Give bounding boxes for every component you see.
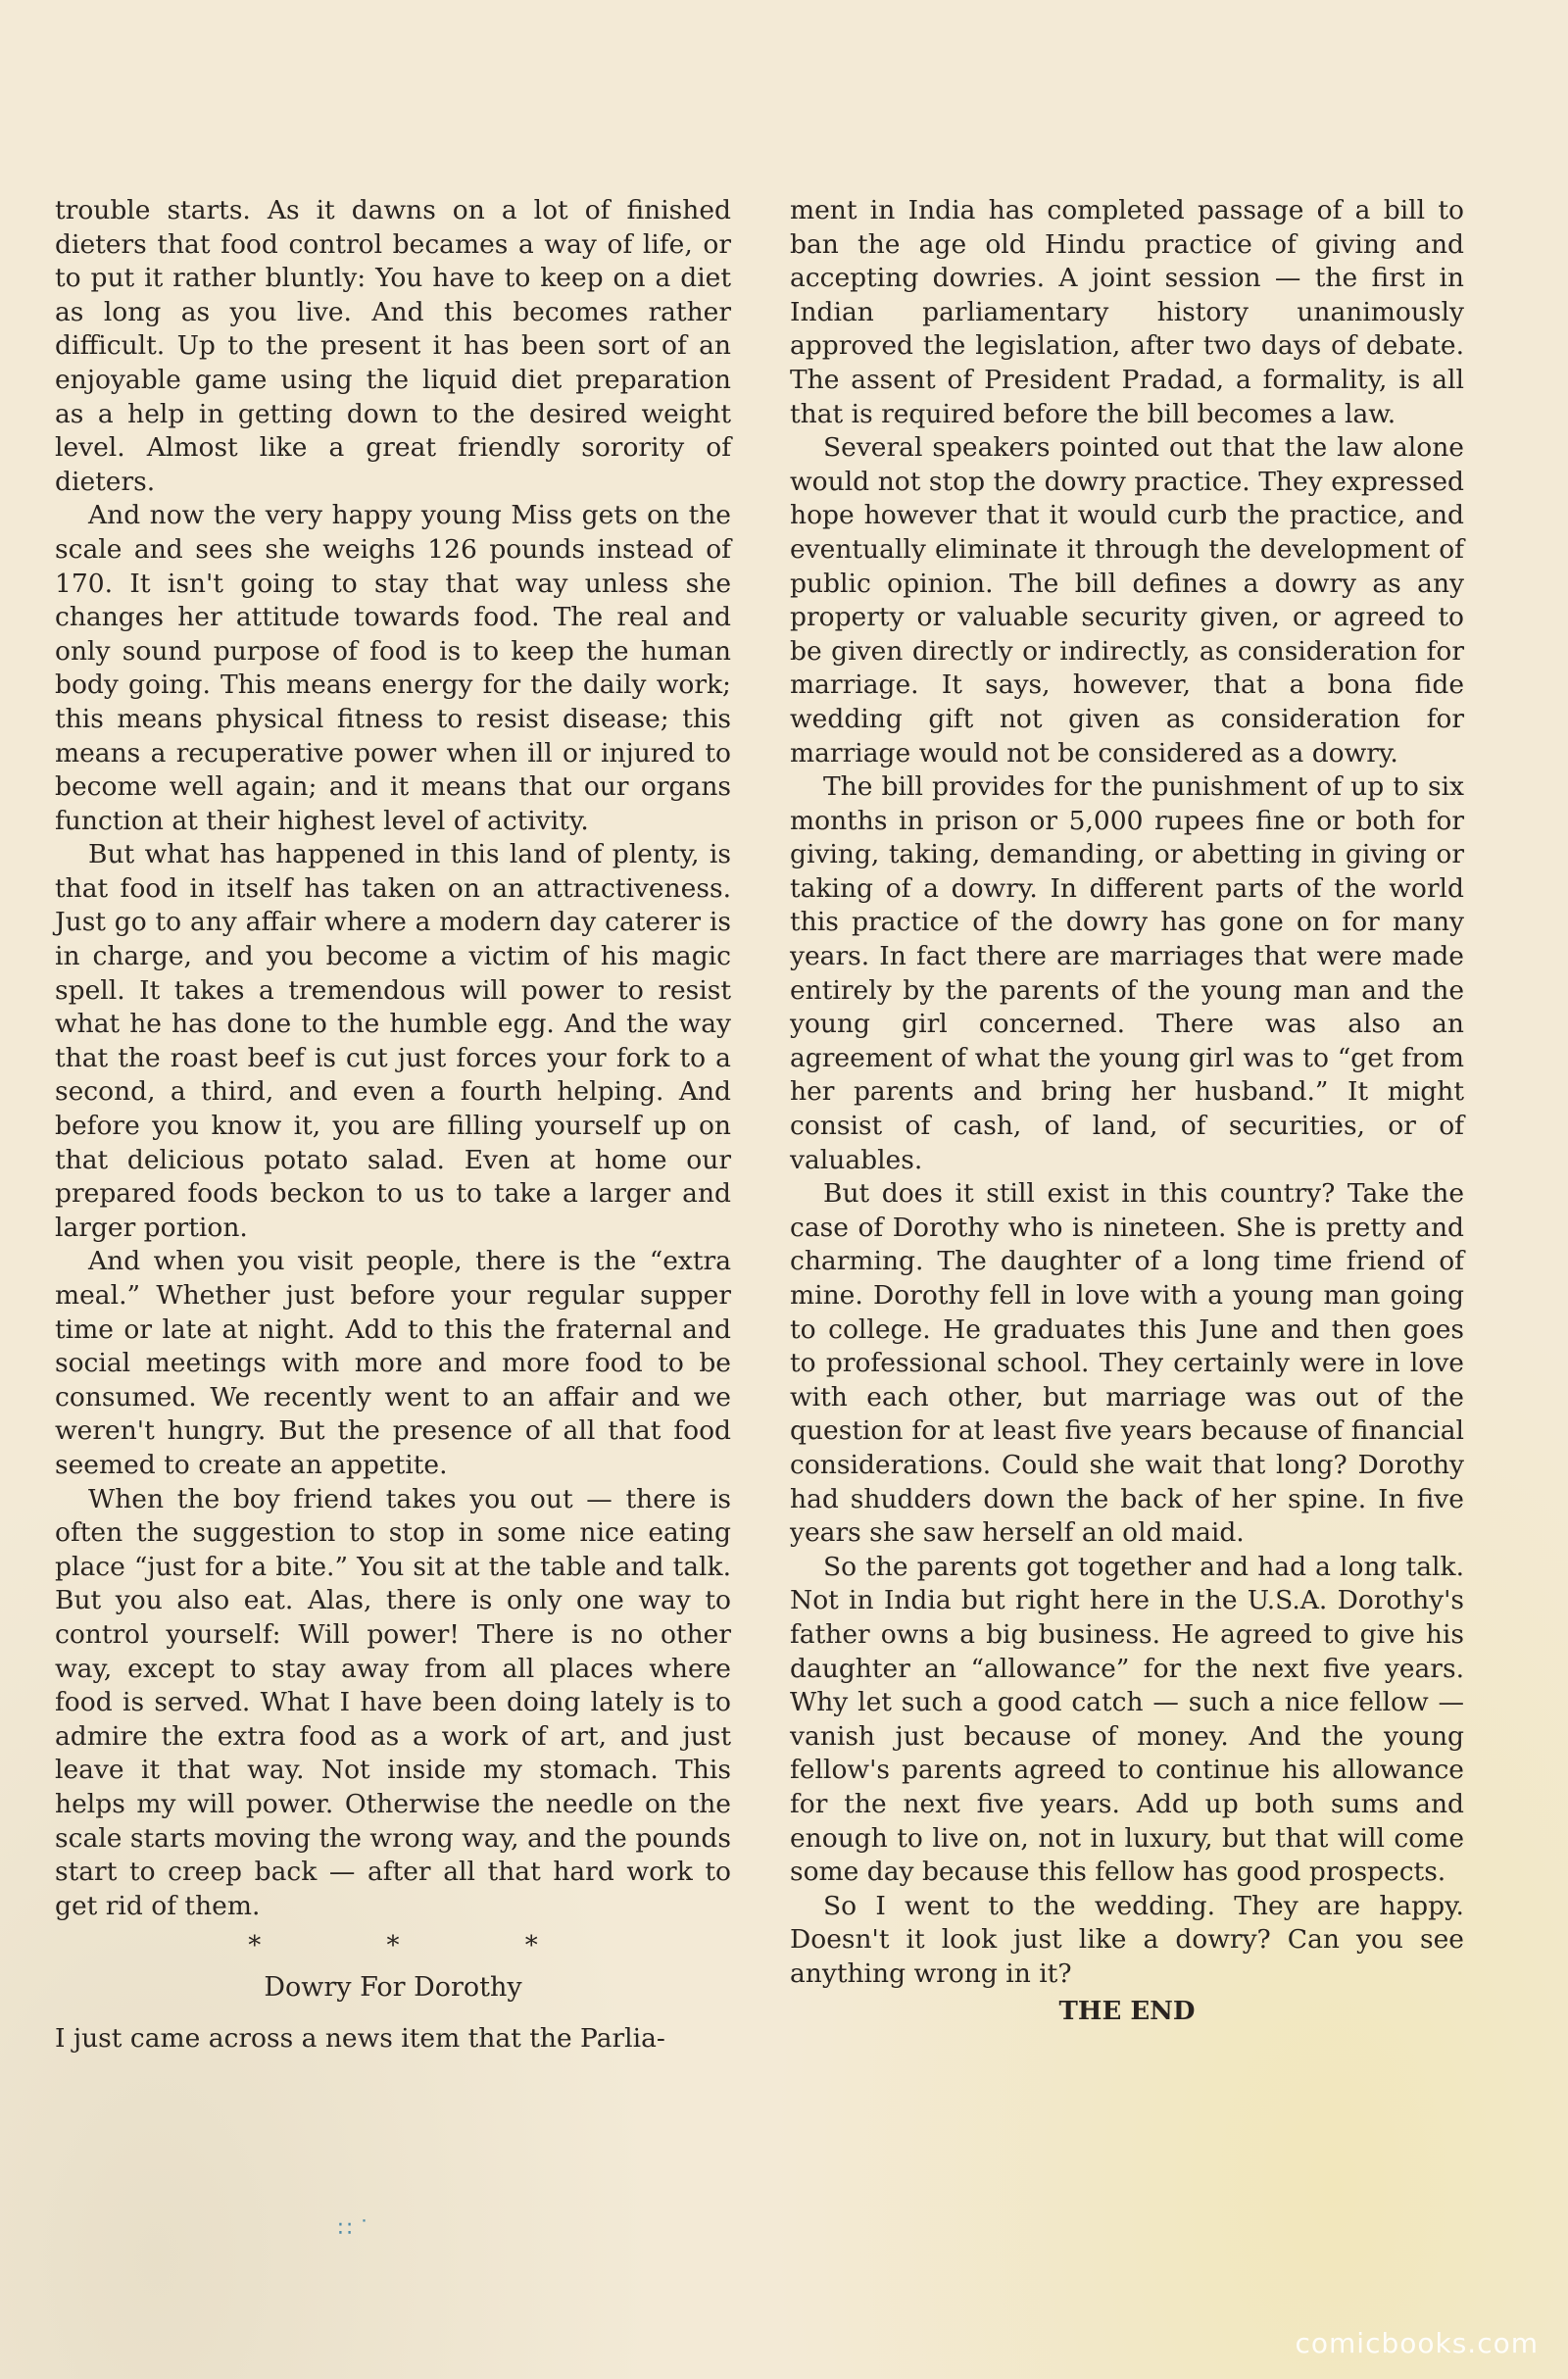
left-column <box>55 194 731 2057</box>
paragraph: I just came across a news item that the Parlia- <box>55 2023 665 2055</box>
paragraph: trouble starts. As it dawns on a lot of finished dieters that food control becames a way of life, or to put it rather bluntly: You have to keep on a diet as long as you live. And this becomes rather difficult. Up to the present it has been sort of an enjoyable game using the liquid diet preparation as a help in getting down to the desired weight level. Almost like a great friendly sorority of dieters. <box>55 195 731 497</box>
paragraph: The bill provides for the punishment of up to six months in prison or 5,000 rupees fine or both for giving, taking, demanding, or abetting in giving or taking of a dowry. In different parts of the world this practice of the dowry has gone on for many years. In fact there are marriages that were made entirely by the parents of the young man and the young girl concerned. There was also an agreement of what the young girl was to “get from her parents and bring her husband.” It might consist of cash, of land, of securities, or of valuables. <box>790 771 1464 1175</box>
paragraph: So I went to the wedding. They are happy. Doesn't it look just like a dowry? Can you see anything wrong in it? <box>790 1890 1464 1989</box>
right-column <box>790 194 1464 2029</box>
paragraph: But what has happened in this land of plenty, is that food in itself has taken on an attractiveness. Just go to any affair where a modern day caterer is in charge, and you become a victim of his magic spell. It takes a tremendous will power to resist what he has done to the humble egg. And the way that the roast beef is cut just forces your fork to a second, a third, and even a fourth helping. And before you know it, you are filling yourself up on that delicious potato salad. Even at home our prepared foods beckon to us to take a larger and larger portion. <box>55 839 731 1243</box>
watermark: comicbooks.com <box>1295 2327 1539 2359</box>
ink-speck-decoration: ∷ ˙ <box>338 2217 369 2242</box>
section-separator: * * * <box>248 1931 597 1961</box>
paragraph: And when you visit people, there is the “extra meal.” Whether just before your regular supper time or late at night. Add to this the fraternal and social meetings with more and more food to be consumed. We recently went to an affair and we weren't hungry. But the presence of all that food seemed to create an appetite. <box>55 1246 731 1480</box>
paragraph: And now the very happy young Miss gets on the scale and sees she weighs 126 pounds instead of 170. It isn't going to stay that way unless she changes her attitude towards food. The real and only sound purpose of food is to keep the human body going. This means energy for the daily work; this means physical fitness to resist disease; this means a recuperative power when ill or injured to become well again; and it means that our organs function at their highest level of activity. <box>55 500 731 836</box>
section-heading: Dowry For Dorothy <box>264 1971 522 2003</box>
end-marker: THE END <box>1058 1997 1196 2027</box>
paragraph: Several speakers pointed out that the law alone would not stop the dowry practice. They expressed hope however that it would curb the practice, and eventually eliminate it through the development of public opinion. The bill defines a dowry as any property or valuable security given, or agreed to be given directly or indirectly, as consideration for marriage. It says, however, that a bona fide wedding gift not given as consideration for marriage would not be considered as a dowry. <box>790 432 1464 768</box>
paragraph: But does it still exist in this country? Take the case of Dorothy who is nineteen. She is pretty and charming. The daughter of a long time friend of mine. Dorothy fell in love with a young man going to college. He graduates this June and then goes to professional school. They certainly were in love with each other, but marriage was out of the question for at least five years because of financial considerations. Could she wait that long? Dorothy had shudders down the back of her spine. In five years she saw herself an old maid. <box>790 1178 1464 1549</box>
paragraph: When the boy friend takes you out — there is often the suggestion to stop in some nice eating place “just for a bite.” You sit at the table and talk. But you also eat. Alas, there is only one way to control yourself: Will power! There is no other way, except to stay away from all places where food is served. What I have been doing lately is to admire the extra food as a work of art, and just leave it that way. Not inside my stomach. This helps my will power. Otherwise the needle on the scale starts moving the wrong way, and the pounds start to creep back — after all that hard work to get rid of them. <box>55 1483 731 1921</box>
paragraph: ment in India has completed passage of a bill to ban the age old Hindu practice of giving and accepting dowries. A joint session — the first in Indian parliamentary history unanimously approved the legislation, after two days of debate. The assent of President Pradad, a formality, is all that is required before the bill becomes a law. <box>790 195 1464 429</box>
paragraph: So the parents got together and had a long talk. Not in India but right here in the U.S.A. Dorothy's father owns a big business. He agreed to give his daughter an “allowance” for the next five years. Why let such a good catch — such a nice fellow — vanish just because of money. And the young fellow's parents agreed to continue his allowance for the next five years. Add up both sums and enough to live on, not in luxury, but that will come some day because this fellow has good prospects. <box>790 1551 1464 1888</box>
